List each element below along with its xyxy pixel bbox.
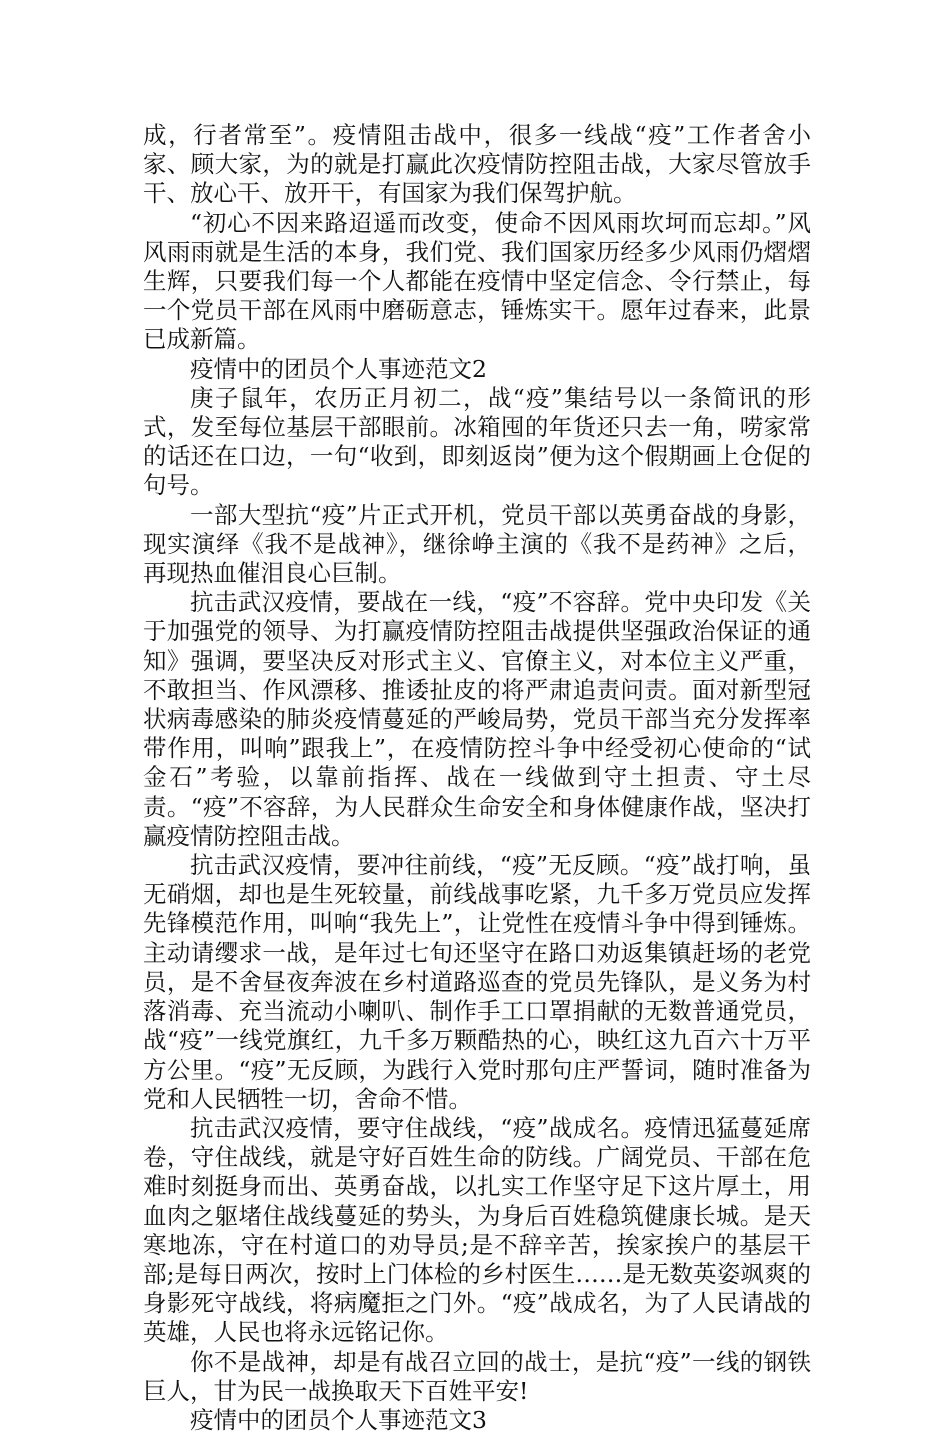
paragraph-5: 抗击武汉疫情，要战在一线，“疫”不容辞。党中央印发《关于加强党的领导、为打赢疫情防控阻击战提供坚强政治保证的通知》强调，要坚决反对形式主义、官僚主义，对本位主义严重，不敢担当、作风漂移、推诿扯皮的将严肃追责问责。面对新型冠状病毒感染的肺炎疫情蔓延的严峻局势，党员干部当充分发挥率带作用，叫响”跟我上”，在疫情防控斗争中经受初心使命的“试金石”考验，以靠前指挥、战在一线做到守土担责、守土尽责。“疫”不容辞，为人民群众生命安全和身体健康作战，坚决打赢疫情防控阻击战。 [143, 588, 811, 850]
paragraph-8: 你不是战神，却是有战召立回的战士，是抗“疫”一线的钢铁巨人，甘为民一战换取天下百姓平安! [143, 1347, 811, 1405]
section-heading-2: 疫情中的团员个人事迹范文2 [190, 354, 487, 383]
paragraph-1: 成，行者常至”。疫情阻击战中，很多一线战“疫”工作者舍小家、顾大家，为的就是打赢此次疫情防控阻击战，大家尽管放手干、放心干、放开干，有国家为我们保驾护航。 [143, 121, 811, 208]
paragraph-6: 抗击武汉疫情，要冲往前线，“疫”无反顾。“疫”战打响，虽无硝烟，却也是生死较量，前线战事吃紧，九千多万党员应发挥先锋模范作用，叫响“我先上”，让党性在疫情斗争中得到锤炼。主动请缨求一战，是年过七旬还坚守在路口劝返集镇赶场的老党员，是不舍昼夜奔波在乡村道路巡查的党员先锋队，是义务为村落消毒、充当流动小喇叭、制作手工口罩捐献的无数普通党员，战“疫”一线党旗红，九千多万颗酷热的心，映红这九百六十万平方公里。“疫”无反顾，为践行入党时那句庄严誓词，随时准备为党和人民牺牲一切，舍命不惜。 [143, 851, 811, 1113]
document-body [143, 121, 811, 1435]
paragraph-3: 庚子鼠年，农历正月初二，战“疫”集结号以一条简讯的形式，发至每位基层干部眼前。冰箱囤的年货还只去一角，唠家常的话还在口边，一句“收到，即刻返岗”便为这个假期画上仓促的句号。 [143, 383, 811, 500]
paragraph-4: 一部大型抗“疫”片正式开机，党员干部以英勇奋战的身影，现实演绎《我不是战神》，继徐峥主演的《我不是药神》之后，再现热血催泪良心巨制。 [143, 500, 811, 588]
paragraph-2: “初心不因来路迢遥而改变，使命不因风雨坎坷而忘却。”风风雨雨就是生活的本身，我们党、我们国家历经多少风雨仍熠熠生辉，只要我们每一个人都能在疫情中坚定信念、令行禁止，每一个党员干部在风雨中磨砺意志，锤炼实干。愿年过春来，此景已成新篇。 [143, 208, 811, 354]
paragraph-7: 抗击武汉疫情，要守住战线，“疫”战成名。疫情迅猛蔓延席卷，守住战线，就是守好百姓生命的防线。广阔党员、干部在危难时刻挺身而出、英勇奋战，以扎实工作坚守足下这片厚土，用血肉之躯堵住战线蔓延的势头，为身后百姓稳筑健康长城。是天寒地冻，守在村道口的劝导员;是不辞辛苦，挨家挨户的基层干部;是每日两次，按时上门体检的乡村医生……是无数英姿飒爽的身影死守战线，将病魔拒之门外。“疫”战成名，为了人民请战的英雄，人民也将永远铭记你。 [143, 1113, 811, 1347]
section-heading-3: 疫情中的团员个人事迹范文3 [190, 1405, 487, 1434]
